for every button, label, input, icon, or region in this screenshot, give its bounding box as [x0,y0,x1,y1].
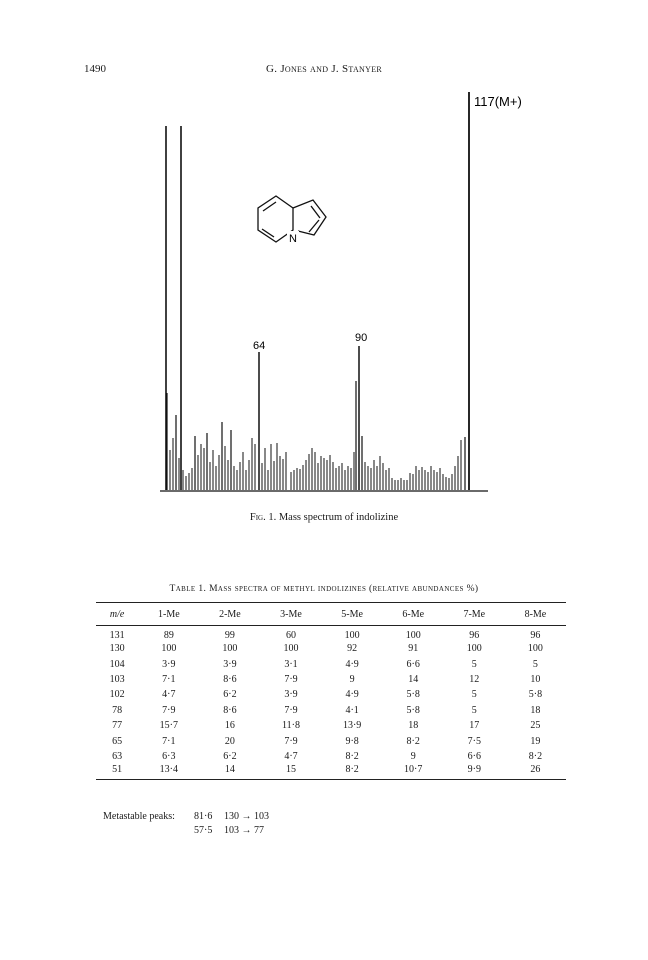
table-cell: 7·5 [467,735,481,747]
table-cell: 77 [112,720,123,732]
table-cell: 7·9 [162,704,176,716]
metastable-row [103,810,269,824]
metastable-label: Metastable peaks: [103,811,175,822]
table-cell: 7·9 [284,673,298,685]
table-cell: 7·9 [284,704,298,716]
table-cell: 7·1 [162,673,176,685]
table-cell: 4·9 [345,689,359,701]
column-header: 1-Me [157,608,180,620]
table-cell: 102 [109,689,125,701]
table-cell: 4·1 [345,704,359,716]
table-cell: 100 [161,643,177,655]
table-header-row [96,603,566,626]
table-row [96,703,566,718]
figure-caption-label: Fig. 1. [249,512,277,523]
table-cell: 3·9 [162,658,176,670]
table-cell: 5 [532,658,538,670]
table-cell: 8·2 [345,764,359,776]
table-cell: 8·6 [223,704,237,716]
table-cell: 6·6 [467,750,481,762]
table-row [96,687,566,702]
table-cell: 9 [410,750,416,762]
metastable-transition: 103 → 77 [224,825,264,836]
table-row [96,641,566,656]
table-row [96,718,566,733]
table-cell: 14 [224,764,235,776]
table-cell: 104 [109,658,125,670]
table-cell: 6·6 [406,658,420,670]
figure-caption-text: Mass spectrum of indolizine [278,512,399,523]
table-cell: 14 [408,673,419,685]
table-row [96,672,566,687]
table-cell: 13·9 [342,720,362,732]
table-cell: 8·2 [406,735,420,747]
table-cell: 19 [530,735,541,747]
table-row [96,749,566,764]
table-caption: Table 1. Mass spectra of methyl indolizines (relative abundances %) [169,584,479,594]
table-body [96,626,566,780]
table-cell: 89 [163,630,174,641]
metastable-value: 57·5 [194,825,213,836]
table-cell: 13·4 [159,764,178,776]
page-number: 1490 [84,63,106,75]
table-cell: 100 [344,630,360,641]
metastable-transition: 130 → 103 [224,811,269,822]
table-cell: 6·2 [223,750,237,762]
table-cell: 10·7 [404,764,423,776]
figure-caption [0,512,648,523]
table-cell: 9·8 [345,735,359,747]
table-cell: 78 [112,704,123,716]
column-header: 7-Me [463,608,486,620]
table-cell: 3·9 [223,658,237,670]
table-cell: 131 [109,630,125,641]
table-cell: 96 [469,630,480,641]
metastable-value: 81·6 [194,811,213,822]
table-container [96,602,566,780]
table-cell: 16 [224,720,235,732]
table-cell: 100 [527,643,543,655]
table-cell: 15 [286,764,297,776]
table-row [96,764,566,780]
column-header: 5-Me [341,608,363,620]
table-cell: 4·9 [345,658,359,670]
table-cell: 60 [286,630,297,641]
table-cell: 5 [471,689,477,701]
table-cell: 20 [224,735,235,747]
table-cell: 4·7 [162,689,176,701]
table-cell: 10 [530,673,541,685]
table-cell: 7·9 [284,735,298,747]
column-header: 3-Me [280,608,302,620]
table-cell: 8·2 [528,750,543,762]
table-cell: 12 [469,673,480,685]
table-cell: 9 [349,673,355,685]
table-cell: 9·9 [467,764,481,776]
table-cell: 8·6 [223,673,237,685]
table-cell: 3·1 [284,658,298,670]
table-cell: 51 [112,764,123,776]
table-cell: 15·7 [159,720,178,732]
column-header: 8-Me [524,608,547,620]
table-cell: 100 [466,643,482,655]
table-cell: 25 [530,720,541,732]
table-cell: 63 [112,750,123,762]
table-cell: 92 [347,643,358,655]
table-cell: 103 [109,673,125,685]
molecular-ion-label: 117(M+) [474,94,522,109]
table-row [96,656,566,671]
table-cell: 100 [283,643,299,655]
table-cell: 5·8 [406,704,420,716]
table-cell: 18 [530,704,541,716]
table-cell: 6·2 [223,689,237,701]
table-cell: 4·7 [284,750,298,762]
table-cell: 6·3 [162,750,176,762]
peak-label-90: 90 [355,332,368,344]
table-cell: 3·9 [284,689,298,701]
table-cell: 100 [405,630,421,641]
nitrogen-atom-label: N [289,233,297,245]
table-cell: 100 [222,643,238,655]
table-cell: 96 [530,630,541,641]
table-cell: 5·8 [528,689,543,701]
table-cell: 5 [471,658,477,670]
peak-label-64: 64 [253,340,266,352]
table-row [96,733,566,748]
column-header: 6-Me [402,608,425,620]
table-cell: 91 [408,643,419,655]
column-header-mz: m/e [109,608,125,620]
table-cell: 8·2 [345,750,359,762]
table-cell: 18 [408,720,419,732]
table-row [96,626,566,642]
table-cell: 17 [469,720,480,732]
table-cell: 11·8 [282,720,300,732]
metastable-row [103,824,269,838]
table-cell: 65 [112,735,123,747]
mass-spectra-table [96,602,566,780]
table-cell: 26 [530,764,541,776]
spectrum-peaks [166,92,469,490]
table-cell: 7·1 [162,735,176,747]
metastable-peaks [103,810,269,838]
running-head: G. Jones and J. Stanyer [265,63,383,75]
table-cell: 5·8 [406,689,420,701]
column-header: 2-Me [219,608,241,620]
table-cell: 99 [224,630,235,641]
table-cell: 130 [109,643,125,655]
table-cell: 5 [471,704,477,716]
